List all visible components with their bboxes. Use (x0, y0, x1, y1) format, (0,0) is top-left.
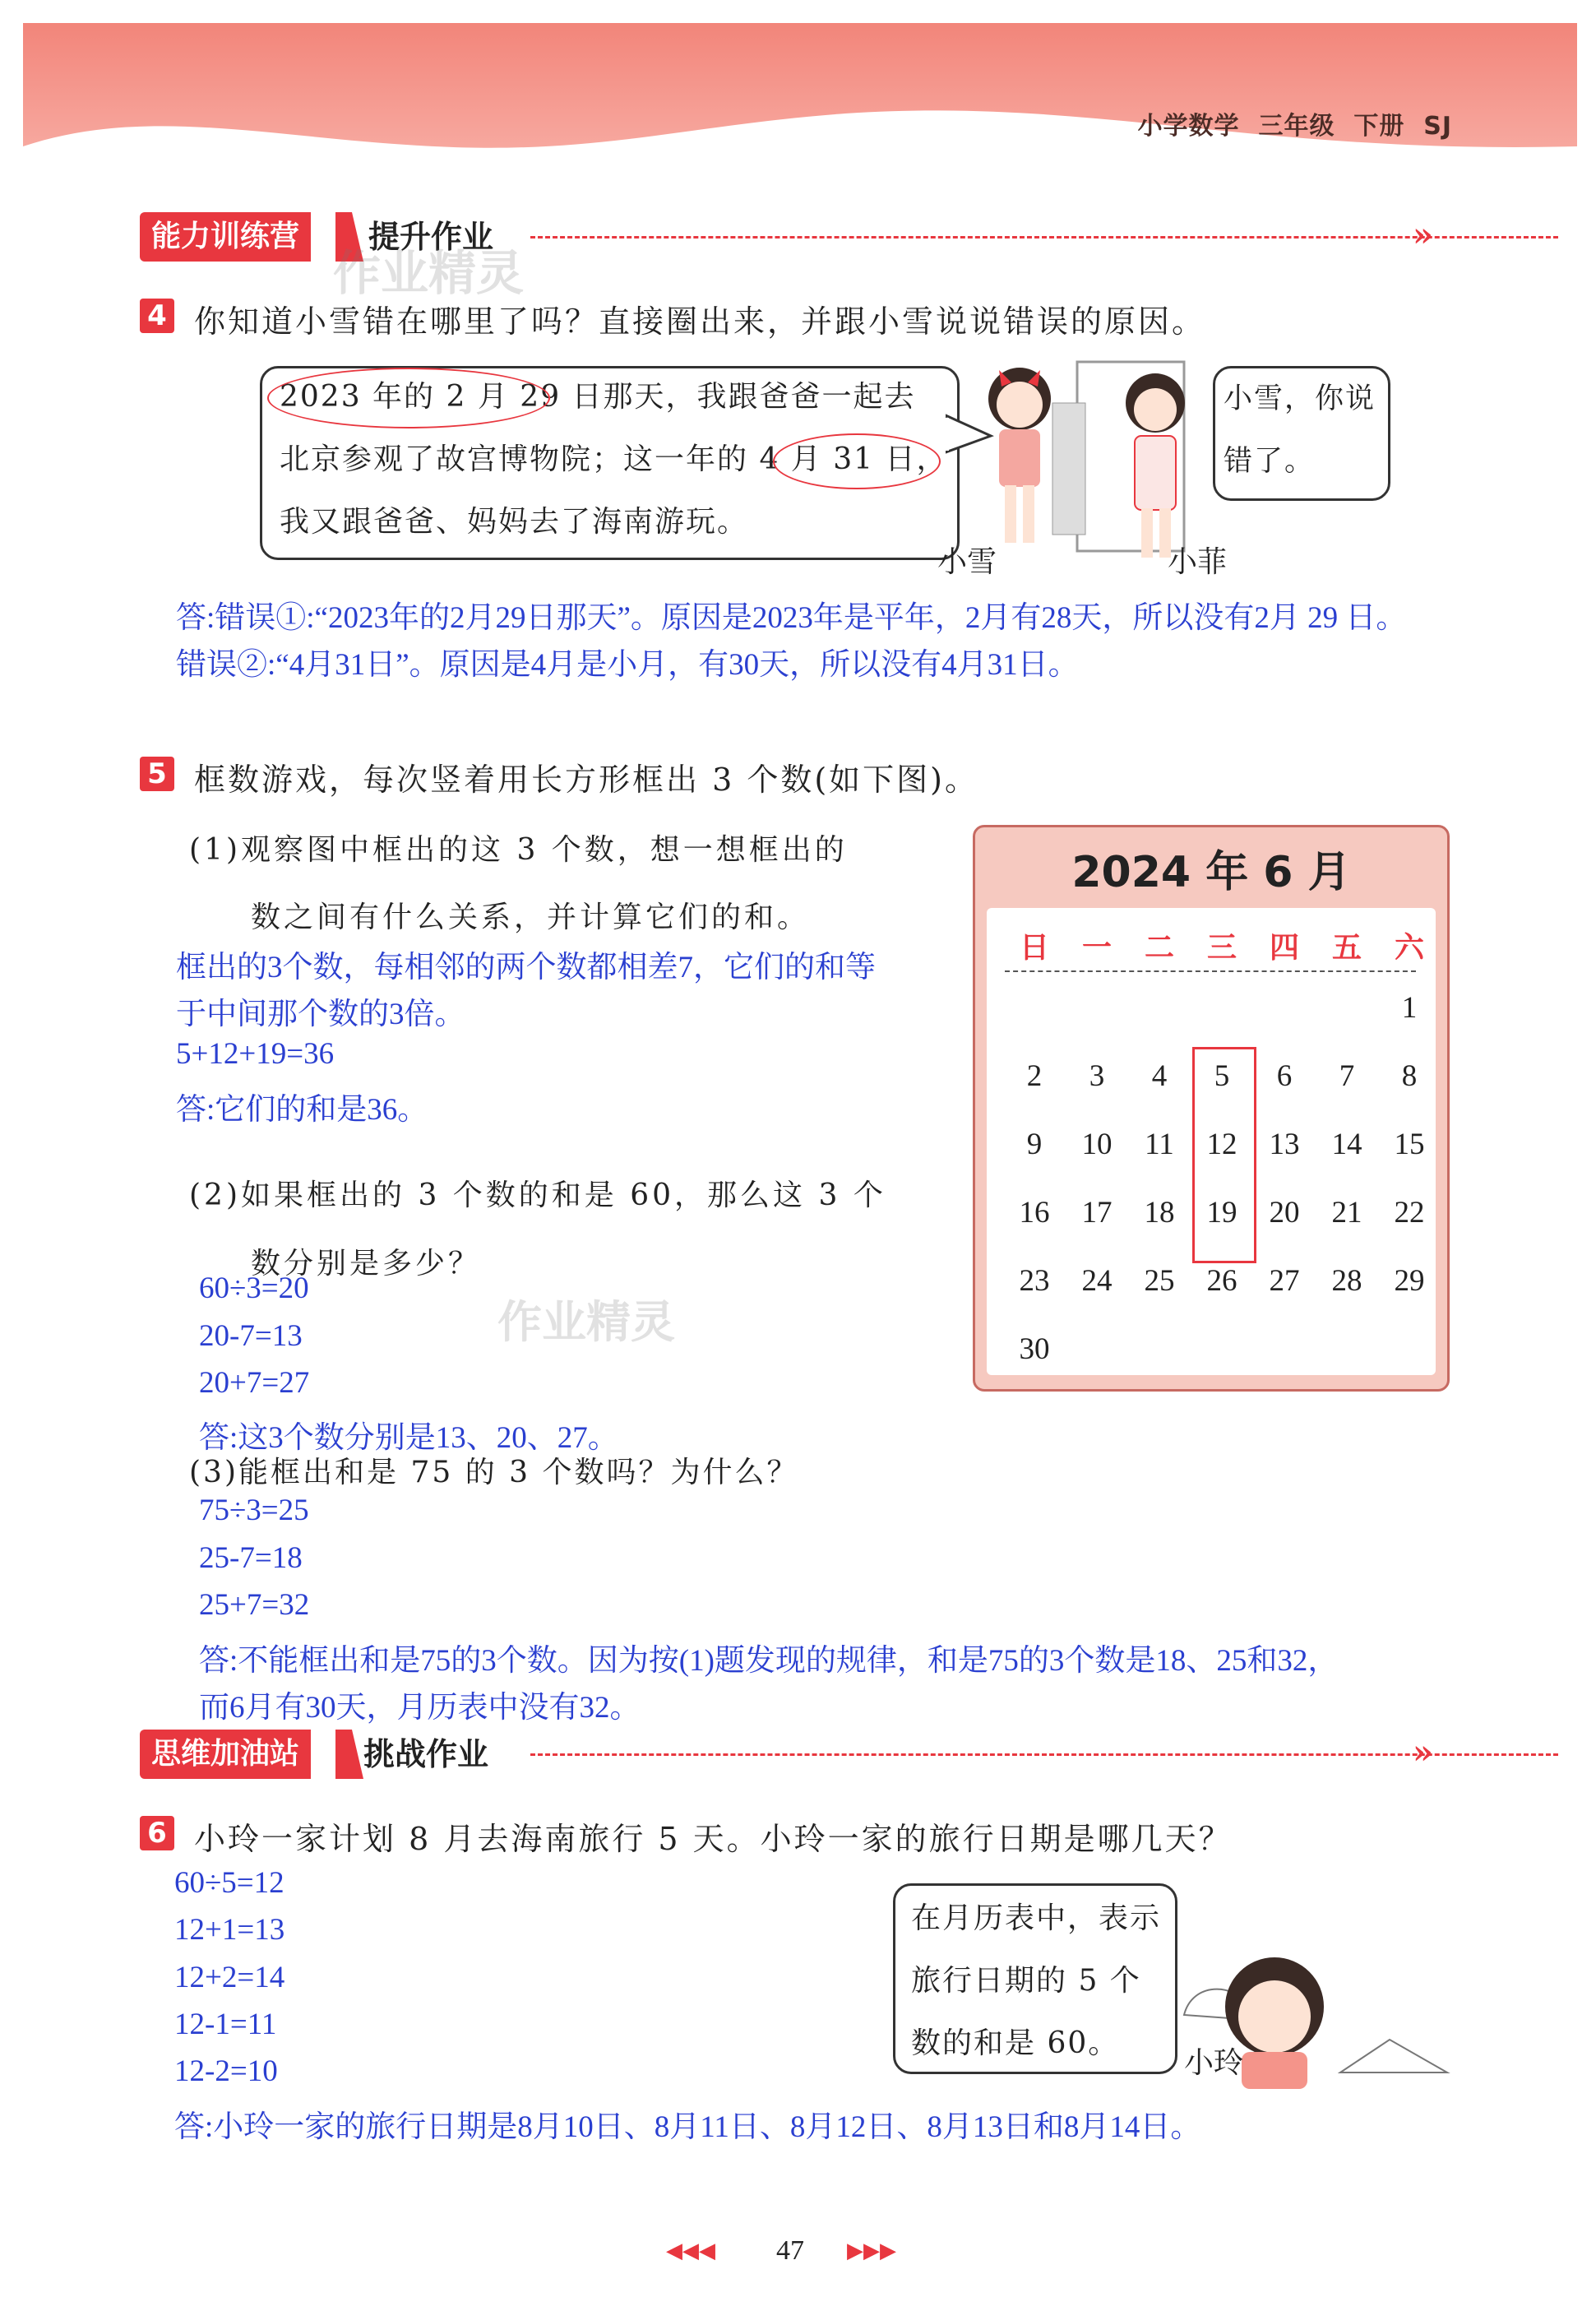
calendar-day: 21 (1331, 1196, 1362, 1230)
calendar-divider (1005, 970, 1416, 972)
section-divider (530, 236, 1558, 239)
weekday-label: 二 (1144, 930, 1174, 965)
error-circle (773, 433, 941, 489)
name-label: 小雪 (937, 545, 997, 579)
header-meta: 小学数学 三年级 下册 SJ (1137, 112, 1452, 141)
calendar-day: 5 (1214, 1059, 1230, 1093)
watermark: 作业精灵 (497, 1296, 675, 1348)
sub-question: (1)观察图中框出的这 3 个数，想一想框出的 (189, 833, 848, 867)
answer-line: 25+7=32 (199, 1588, 310, 1622)
question-number: 6 (140, 1816, 174, 1850)
bubble-line: 我又跟爸爸、妈妈去了海南游玩。 (280, 505, 749, 539)
answer-line: 而6月有30天，月历表中没有32。 (199, 1691, 641, 1725)
bubble-line: 数的和是 60。 (911, 2026, 1120, 2060)
next-page-icon: ▶▶▶ (847, 2239, 896, 2263)
answer-line: 答:错误①:“2023年的2月29日那天”。原因是2023年是平年，2月有28天，所以没有2月 29 日。 (176, 601, 1407, 635)
answer-line: 答:小玲一家的旅行日期是8月10日、8月11日、8月12日、8月13日和8月14日。 (174, 2110, 1201, 2144)
selection-box (1192, 1047, 1256, 1263)
watermark: 作业精灵 (333, 245, 525, 301)
calendar-day: 23 (1019, 1264, 1050, 1298)
section-title: 提升作业 (368, 219, 494, 255)
calendar-day: 30 (1019, 1332, 1050, 1366)
calendar-day: 17 (1081, 1196, 1113, 1230)
section-divider (530, 1753, 1558, 1756)
calendar-day: 18 (1144, 1196, 1175, 1230)
answer-line: 20-7=13 (199, 1319, 303, 1353)
sub-question: 数分别是多少？ (251, 1247, 482, 1281)
calendar-day: 3 (1089, 1059, 1105, 1093)
sub-question: 数之间有什么关系，并计算它们的和。 (251, 901, 811, 934)
calendar-grid (987, 908, 1436, 1375)
name-label: 小玲 (1184, 2046, 1244, 2080)
section-banner-thinking (140, 1730, 1455, 1779)
calendar (973, 825, 1450, 1392)
question-number: 5 (140, 757, 174, 791)
calendar-day: 22 (1394, 1196, 1425, 1230)
bubble-line: 小雪，你说 (1224, 382, 1376, 415)
prev-page-icon: ◀◀◀ (666, 2239, 715, 2263)
answer-line: 12-2=10 (174, 2054, 278, 2088)
answer-line: 答:它们的和是36。 (176, 1093, 428, 1127)
calendar-day: 24 (1081, 1264, 1113, 1298)
sub-question: (2)如果框出的 3 个数的和是 60，那么这 3 个 (189, 1179, 886, 1212)
tag-tail-icon (335, 1730, 363, 1779)
calendar-day: 20 (1269, 1196, 1300, 1230)
calendar-day: 10 (1081, 1128, 1113, 1161)
calendar-day: 6 (1276, 1059, 1293, 1093)
calendar-day: 1 (1401, 991, 1418, 1025)
section-title: 挑战作业 (363, 1736, 489, 1772)
bubble-line: 北京参观了故宫博物院；这一年的 4 月 31 日， (280, 442, 948, 476)
answer-line: 12+1=13 (174, 1913, 285, 1947)
page-number: 47 (776, 2235, 804, 2266)
calendar-day: 4 (1151, 1059, 1168, 1093)
calendar-day: 25 (1144, 1264, 1175, 1298)
question-text: 框数游戏，每次竖着用长方形框出 3 个数(如下图)。 (194, 762, 978, 798)
bubble-line: 在月历表中，表示 (911, 1901, 1162, 1935)
calendar-day: 8 (1401, 1059, 1418, 1093)
calendar-title: 2024 年 6 月 (1071, 848, 1351, 897)
bubble-line: 旅行日期的 5 个 (911, 1964, 1141, 1998)
calendar-day: 26 (1206, 1264, 1237, 1298)
answer-line: 60÷3=20 (199, 1271, 309, 1305)
sub-question: (3)能框出和是 75 的 3 个数吗？为什么？ (189, 1456, 799, 1489)
calendar-day: 16 (1019, 1196, 1050, 1230)
calendar-day: 15 (1394, 1128, 1425, 1161)
name-label: 小菲 (1168, 545, 1228, 579)
calendar-day: 9 (1026, 1128, 1043, 1161)
weekday-label: 日 (1019, 930, 1049, 965)
answer-line: 20+7=27 (199, 1366, 310, 1400)
question-text: 小玲一家计划 8 月去海南旅行 5 天。小玲一家的旅行日期是哪几天？ (194, 1821, 1233, 1857)
weekday-label: 五 (1331, 930, 1362, 965)
weekday-label: 六 (1394, 930, 1424, 965)
weekday-label: 三 (1206, 930, 1237, 965)
weekday-label: 一 (1081, 930, 1112, 965)
calendar-day: 7 (1339, 1059, 1355, 1093)
error-circle (267, 368, 550, 428)
answer-line: 75÷3=25 (199, 1494, 309, 1527)
calendar-day: 29 (1394, 1264, 1425, 1298)
answer-line: 错误②:“4月31日”。原因是4月是小月，有30天，所以没有4月31日。 (176, 648, 1079, 682)
answer-line: 12-1=11 (174, 2008, 277, 2041)
answer-line: 答:不能框出和是75的3个数。因为按(1)题发现的规律，和是75的3个数是18、25和32， (199, 1644, 1339, 1678)
question-number: 4 (140, 299, 174, 333)
answer-line: 5+12+19=36 (176, 1037, 335, 1071)
weekday-label: 四 (1269, 930, 1299, 965)
section-tag: 思维加油站 (140, 1730, 311, 1779)
calendar-day: 27 (1269, 1264, 1300, 1298)
calendar-day: 12 (1206, 1128, 1237, 1161)
section-tag: 能力训练营 (140, 212, 311, 262)
answer-line: 12+2=14 (174, 1961, 285, 1994)
answer-line: 25-7=18 (199, 1541, 303, 1575)
answer-line: 框出的3个数，每相邻的两个数都相差7，它们的和等 (176, 951, 876, 984)
answer-line: 于中间那个数的3倍。 (176, 998, 465, 1031)
calendar-day: 11 (1145, 1128, 1174, 1161)
bubble-line: 2023 年的 2 月 29 日那天，我跟爸爸一起去 (280, 380, 916, 414)
calendar-day: 28 (1331, 1264, 1362, 1298)
answer-line: 60÷5=12 (174, 1866, 285, 1900)
calendar-day: 2 (1026, 1059, 1043, 1093)
double-chevron-icon: » (1413, 1733, 1433, 1771)
calendar-day: 13 (1269, 1128, 1300, 1161)
calendar-day: 19 (1206, 1196, 1237, 1230)
bubble-line: 错了。 (1224, 445, 1316, 478)
double-chevron-icon: » (1413, 215, 1433, 254)
question-text: 你知道小雪错在哪里了吗？直接圈出来，并跟小雪说说错误的原因。 (194, 303, 1206, 340)
answer-line: 答:这3个数分别是13、20、27。 (199, 1421, 618, 1455)
calendar-day: 14 (1331, 1128, 1362, 1161)
